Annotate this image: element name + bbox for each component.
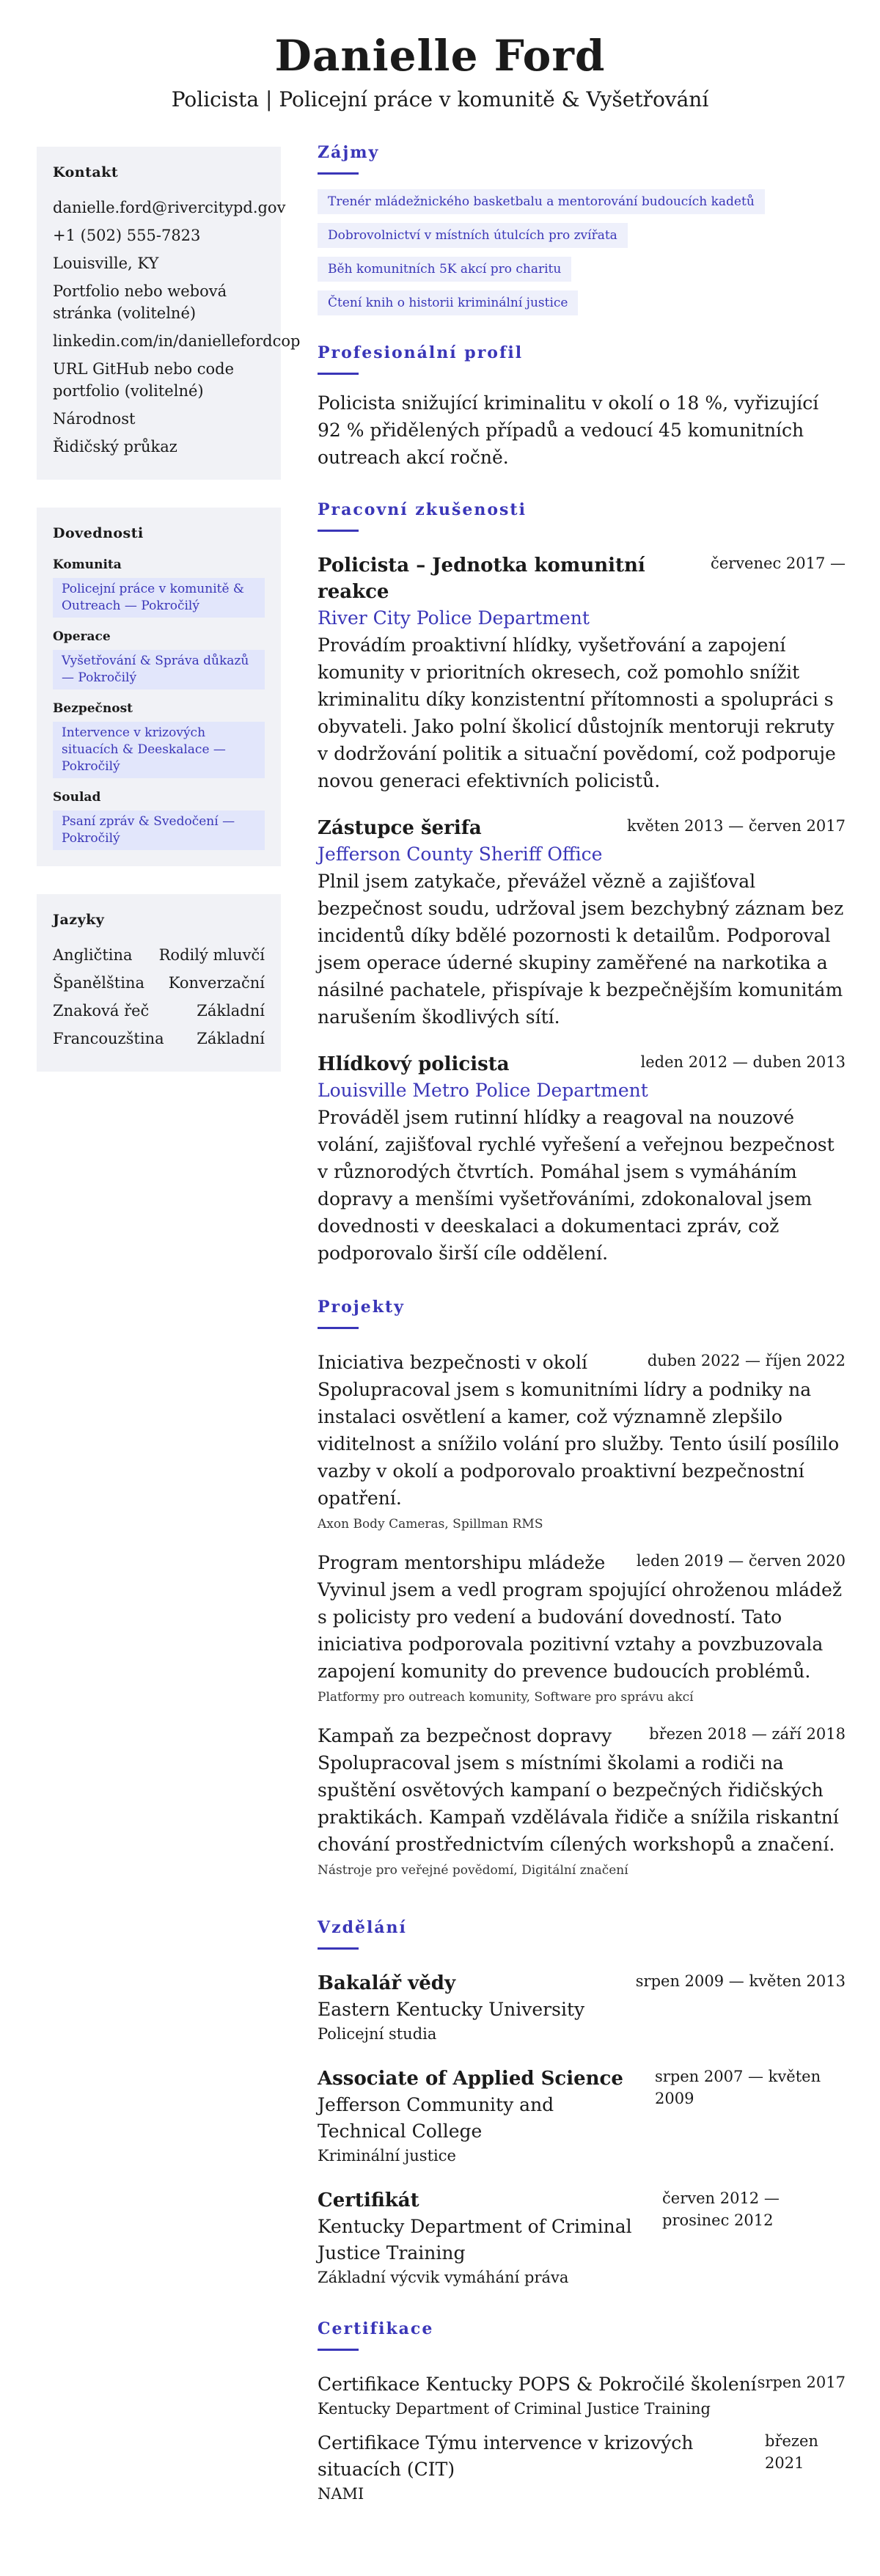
job-title: Zástupce šerifa: [318, 817, 482, 839]
project-description: Vyvinul jsem a vedl program spojující ohroženou mládež s policisty pro vedení a budování dovedností. Tato iniciativa podporovala pozitivní vztahy a povzbuzovala zapojení komunity do prevence budoucích problémů.: [318, 1579, 843, 1682]
language-row: [53, 1028, 265, 1050]
experience-entry: [318, 1051, 846, 1267]
language-level: Základní: [197, 1002, 265, 1020]
project-title: Kampaň za bezpečnost dopravy: [318, 1725, 612, 1746]
language-name: Znaková řeč: [53, 1002, 150, 1020]
degree-title: Certifikát: [318, 2189, 419, 2211]
resume-header: [0, 29, 880, 114]
degree-title: Bakalář vědy: [318, 1972, 456, 1994]
interests-section: [318, 143, 846, 324]
language-level: Konverzační: [168, 974, 265, 992]
school-name: Eastern Kentucky University: [318, 1999, 585, 2020]
skills-heading: Dovednosti: [53, 525, 144, 541]
education-entry: [318, 2187, 846, 2288]
interest-tag: Čtení knih o historii kriminální justice: [318, 290, 578, 315]
contact-linkedin[interactable]: linkedin.com/in/daniellefordcop: [53, 332, 301, 350]
job-employer: Louisville Metro Police Department: [318, 1080, 648, 1101]
experience-section: [318, 500, 846, 1267]
projects-heading: Projekty: [318, 1298, 405, 1317]
main-column: [318, 143, 846, 2525]
language-row: [53, 972, 265, 994]
skill-category: Operace: [53, 629, 111, 644]
school-name: Jefferson Community and Technical College: [318, 2094, 554, 2142]
project-title: Iniciativa bezpečnosti v okolí: [318, 1352, 587, 1373]
certification-issuer: NAMI: [318, 2485, 364, 2503]
interest-tag: Dobrovolnictví v místních útulcích pro zvířata: [318, 223, 628, 248]
field-of-study: Základní výcvik vymáhání práva: [318, 2269, 569, 2286]
contact-license: Řidičský průkaz: [53, 438, 177, 455]
skill-tag: Policejní práce v komunitě & Outreach — Pokročilý: [53, 578, 265, 618]
language-level: Základní: [197, 1030, 265, 1047]
job-date: květen 2013 — červen 2017: [626, 817, 846, 835]
education-date: červen 2012 — prosinec 2012: [662, 2189, 780, 2229]
contact-card: [37, 147, 301, 480]
project-entry: [318, 1723, 846, 1880]
experience-entry: [318, 552, 846, 794]
candidate-name: Danielle Ford: [274, 31, 606, 81]
education-entry: [318, 2065, 846, 2167]
skill-category: Bezpečnost: [53, 701, 133, 716]
certifications-heading: Certifikace: [318, 2319, 434, 2338]
project-technologies: Axon Body Cameras, Spillman RMS: [318, 1517, 543, 1532]
project-date: leden 2019 — červen 2020: [636, 1552, 846, 1570]
project-date: duben 2022 — říjen 2022: [647, 1352, 846, 1369]
job-description: Provádím proaktivní hlídky, vyšetřování a zapojení komunity v prioritních okresech, což pomohlo snížit kriminalitu díky konzistentní přítomnosti a spolupráci s obyvateli. Jako polní školicí důstojník mentoruji rekruty v dodržování politik a situační povědomí, což podporuje novou generaci efektivních policistů.: [318, 634, 836, 791]
projects-section: [318, 1298, 846, 1880]
contact-phone[interactable]: +1 (502) 555-7823: [53, 227, 201, 244]
skill-tag: Vyšetřování & Správa důkazů — Pokročilý: [53, 650, 265, 689]
profile-section: [318, 343, 846, 471]
certification-entry: [318, 2430, 846, 2505]
section-divider: [318, 1947, 359, 1950]
job-date: červenec 2017 —: [710, 555, 846, 572]
skill-tag: Intervence v krizových situacích & Deeskalace — Pokročilý: [53, 722, 265, 778]
languages-card: [37, 894, 281, 1072]
language-row: [53, 1000, 265, 1022]
language-level: Rodilý mluvčí: [158, 946, 265, 964]
skill-category: Soulad: [53, 790, 101, 805]
education-heading: Vzdělání: [318, 1918, 407, 1937]
certification-title: Certifikace Týmu intervence v krizových situacích (CIT): [318, 2432, 694, 2480]
interest-tag: Běh komunitních 5K akcí pro charitu: [318, 257, 571, 282]
skills-card: [37, 508, 281, 866]
job-employer: River City Police Department: [318, 607, 590, 629]
degree-title: Associate of Applied Science: [318, 2068, 623, 2090]
job-title: Policista – Jednotka komunitní reakce: [318, 555, 645, 603]
contact-email[interactable]: danielle.ford@rivercitypd.gov: [53, 199, 286, 216]
languages-heading: Jazyky: [53, 912, 105, 928]
education-entry: [318, 1970, 846, 2045]
job-description: Plnil jsem zatykače, převážel vězně a zajišťoval bezpečnost soudu, udržoval jsem bezchybný záznam bez incidentů díky bdělé pozornosti k detailům. Podporoval jsem operace úderné skupiny zaměřené na narkotika a násilné pachatele, přispívaje k bezpečnějším komunitám narušením škodlivých sítí.: [318, 871, 844, 1028]
section-divider: [318, 1327, 359, 1329]
contact-heading: Kontakt: [53, 164, 119, 180]
profile-heading: Profesionální profil: [318, 343, 524, 362]
language-name: Francouzština: [53, 1030, 164, 1047]
section-divider: [318, 172, 359, 175]
field-of-study: Policejní studia: [318, 2025, 437, 2043]
job-title: Hlídkový policista: [318, 1053, 510, 1075]
section-divider: [318, 373, 359, 375]
certification-date: březen 2021: [765, 2432, 818, 2472]
skill-tag: Psaní zpráv & Svedočení — Pokročilý: [53, 811, 265, 850]
field-of-study: Kriminální justice: [318, 2147, 456, 2165]
sidebar: [37, 147, 301, 1099]
job-description: Prováděl jsem rutinní hlídky a reagoval na nouzové volání, zajišťoval rychlé vyřešení a veřejnou bezpečnost v různorodých čtvrtích. Pomáhal jsem s vymáháním dopravy a menšími vyšetřováními, zdokonaloval jsem dovednosti v deeskalaci a dokumentaci zpráv, což podporovalo širší cíle oddělení.: [318, 1107, 835, 1264]
contact-location: Louisville, KY: [53, 255, 159, 272]
project-description: Spolupracoval jsem s komunitními lídry a podniky na instalaci osvětlení a kamer, což významně zlepšilo viditelnost a snížilo volání pro služby. Tento úsilí posílilo vazby v okolí a podporovalo proaktivní bezpečnostní opatření.: [318, 1379, 840, 1509]
section-divider: [318, 530, 359, 532]
section-divider: [318, 2349, 359, 2351]
profile-summary: Policista snižující kriminalitu v okolí o 18 %, vyřizující 92 % přidělených případů a vedoucí 45 komunitních outreach akcí ročně.: [318, 392, 819, 468]
certification-issuer: Kentucky Department of Criminal Justice Training: [318, 2400, 711, 2418]
candidate-title: Policista | Policejní práce v komunitě & Vyšetřování: [171, 87, 709, 111]
interests-heading: Zájmy: [318, 143, 380, 162]
project-title: Program mentorshipu mládeže: [318, 1552, 606, 1573]
education-date: srpen 2007 — květen 2009: [655, 2068, 821, 2107]
certification-date: srpen 2017: [757, 2374, 846, 2391]
education-section: [318, 1918, 846, 2288]
contact-github[interactable]: URL GitHub nebo code portfolio (volitelné): [53, 360, 235, 400]
experience-entry: [318, 815, 846, 1031]
project-technologies: Nástroje pro veřejné povědomí, Digitální značení: [318, 1863, 628, 1878]
skill-category: Komunita: [53, 557, 122, 572]
job-date: leden 2012 — duben 2013: [640, 1053, 846, 1071]
certifications-section: [318, 2319, 846, 2505]
project-date: březen 2018 — září 2018: [649, 1725, 846, 1743]
experience-heading: Pracovní zkušenosti: [318, 500, 527, 519]
contact-nationality: Národnost: [53, 410, 136, 428]
project-entry: [318, 1350, 846, 1534]
job-employer: Jefferson County Sheriff Office: [318, 844, 603, 865]
project-technologies: Platformy pro outreach komunity, Software pro správu akcí: [318, 1690, 694, 1705]
school-name: Kentucky Department of Criminal Justice Training: [318, 2216, 632, 2264]
contact-portfolio[interactable]: Portfolio nebo webová stránka (volitelné): [53, 282, 227, 322]
certification-title: Certifikace Kentucky POPS & Pokročilé školení: [318, 2374, 757, 2395]
language-name: Angličtina: [53, 946, 133, 964]
language-row: [53, 944, 265, 966]
interest-tag: Trenér mládežnického basketbalu a mentorování budoucích kadetů: [318, 189, 765, 214]
project-entry: [318, 1550, 846, 1707]
language-name: Španělština: [53, 974, 144, 992]
project-description: Spolupracoval jsem s místními školami a rodiči na spuštění osvětových kampaní o bezpečných řidičských praktikách. Kampaň vzdělávala řidiče a snížila riskantní chování prostřednictvím cílených workshopů a značení.: [318, 1752, 839, 1855]
certification-entry: [318, 2371, 846, 2420]
education-date: srpen 2009 — květen 2013: [635, 1972, 846, 1990]
